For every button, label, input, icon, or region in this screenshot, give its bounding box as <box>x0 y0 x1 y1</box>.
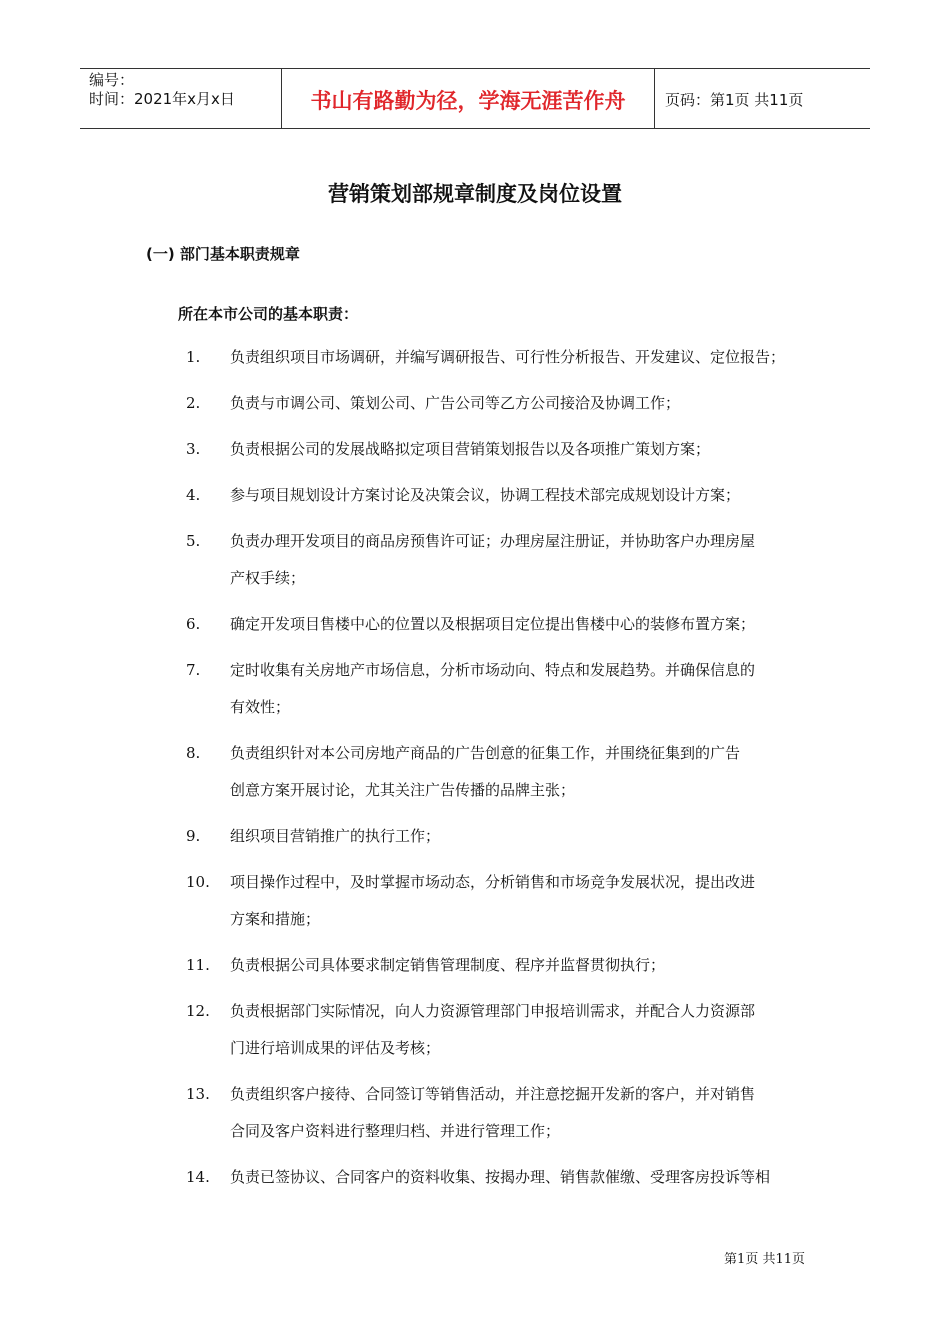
duty-number: 12. <box>186 1002 210 1020</box>
duty-text-line: 负责办理开发项目的商品房预售许可证；办理房屋注册证，并协助客户办理房屋 <box>230 532 756 550</box>
duty-text-line: 创意方案开展讨论，尤其关注广告传播的品牌主张； <box>230 781 576 799</box>
duties-intro: 所在本市公司的基本职责： <box>178 305 359 323</box>
duty-text-line: 负责组织针对本公司房地产商品的广告创意的征集工作，并围绕征集到的广告 <box>230 744 741 762</box>
duty-number: 14. <box>186 1168 210 1186</box>
duty-number: 10. <box>186 873 210 891</box>
duty-number: 7. <box>186 661 201 679</box>
duty-text-line: 合同及客户资料进行整理归档、并进行管理工作； <box>230 1122 561 1140</box>
duty-text-line: 负责根据公司具体要求制定销售管理制度、程序并监督贯彻执行； <box>230 956 666 974</box>
duty-text-line: 负责已签协议、合同客户的资料收集、按揭办理、销售款催缴、受理客房投诉等相 <box>230 1168 771 1186</box>
duty-text-line: 负责根据公司的发展战略拟定项目营销策划报告以及各项推广策划方案； <box>230 440 711 458</box>
duty-text-line: 有效性； <box>230 698 291 716</box>
duty-text-line: 门进行培训成果的评估及考核； <box>230 1039 441 1057</box>
duty-text-line: 组织项目营销推广的执行工作； <box>230 827 441 845</box>
duty-number: 8. <box>186 744 201 762</box>
document-number-label: 编号： <box>89 71 135 89</box>
duty-number: 4. <box>186 486 201 504</box>
document-title: 营销策划部规章制度及岗位设置 <box>328 182 622 206</box>
page-footer: 第1页 共11页 <box>724 1252 805 1267</box>
section-heading: (一) 部门基本职责规章 <box>146 245 300 263</box>
duty-text-line: 产权手续； <box>230 569 306 587</box>
duty-text-line: 方案和措施； <box>230 910 321 928</box>
header-motto: 书山有路勤为径，学海无涯苦作舟 <box>310 88 626 113</box>
duty-number: 3. <box>186 440 201 458</box>
duty-text-line: 负责根据部门实际情况，向人力资源管理部门申报培训需求，并配合人力资源部 <box>230 1002 756 1020</box>
duty-text-line: 负责组织项目市场调研，并编写调研报告、可行性分析报告、开发建议、定位报告； <box>230 348 786 366</box>
duty-text-line: 负责组织客户接待、合同签订等销售活动，并注意挖掘开发新的客户，并对销售 <box>230 1085 756 1103</box>
duty-number: 11. <box>186 956 210 974</box>
header-page-info: 页码：第1页 共11页 <box>665 91 804 109</box>
duty-text-line: 项目操作过程中，及时掌握市场动态，分析销售和市场竞争发展状况，提出改进 <box>230 873 756 891</box>
duty-number: 1. <box>186 348 201 366</box>
duty-number: 9. <box>186 827 201 845</box>
duty-number: 13. <box>186 1085 210 1103</box>
duty-text-line: 定时收集有关房地产市场信息，分析市场动向、特点和发展趋势。并确保信息的 <box>230 661 756 679</box>
duty-text-line: 参与项目规划设计方案讨论及决策会议，协调工程技术部完成规划设计方案； <box>230 486 741 504</box>
duty-number: 5. <box>186 532 201 550</box>
duty-text-line: 负责与市调公司、策划公司、广告公司等乙方公司接洽及协调工作； <box>230 394 681 412</box>
document-date-label: 时间：2021年x月x日 <box>89 90 235 108</box>
duty-number: 2. <box>186 394 201 412</box>
duty-text-line: 确定开发项目售楼中心的位置以及根据项目定位提出售楼中心的装修布置方案； <box>230 615 756 633</box>
duty-number: 6. <box>186 615 201 633</box>
